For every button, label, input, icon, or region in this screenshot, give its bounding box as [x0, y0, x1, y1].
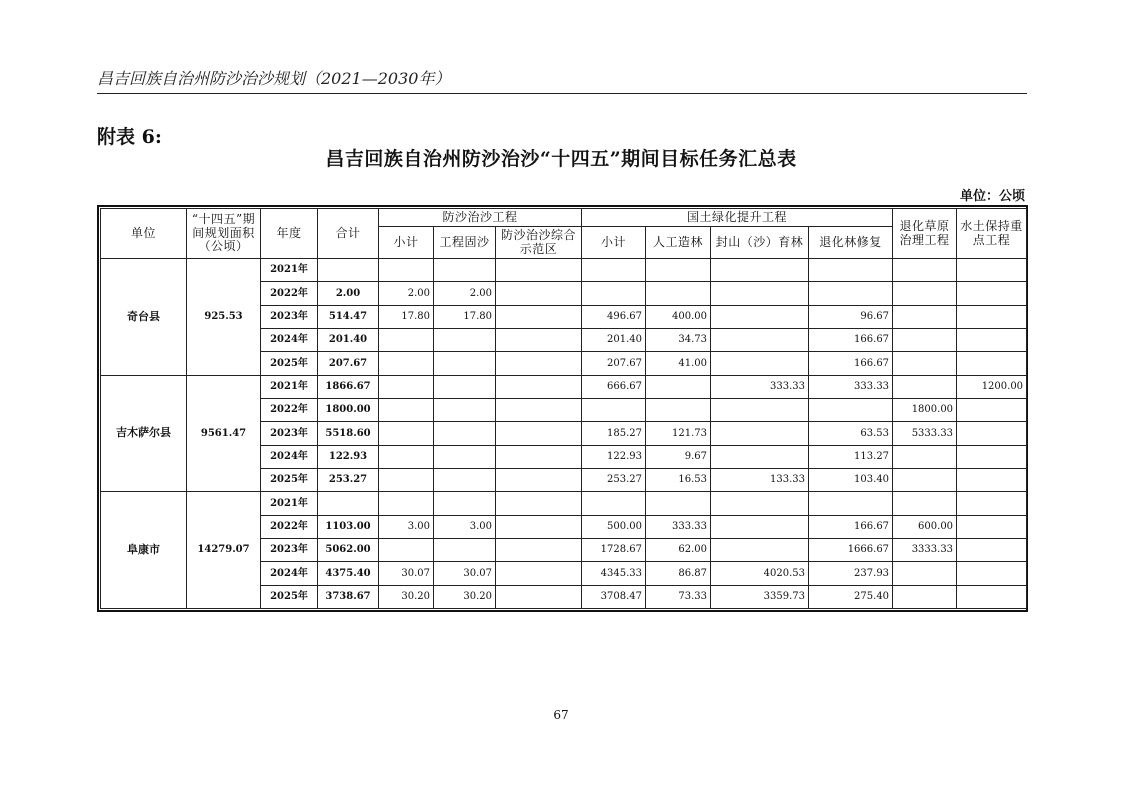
year-cell: 2023年	[261, 422, 318, 445]
sand-subtotal-cell	[379, 492, 434, 515]
green-closure-cell	[711, 282, 809, 305]
col-header-green-subtotal: 小计	[582, 227, 646, 259]
col-header-grassland: 退化草原治理工程	[893, 209, 957, 259]
green-closure-cell	[711, 328, 809, 351]
year-cell: 2022年	[261, 515, 318, 538]
sand-fixation-cell	[434, 259, 496, 282]
planned-area-cell: 925.53	[187, 259, 261, 376]
water-soil-cell	[957, 538, 1027, 561]
green-closure-cell: 133.33	[711, 468, 809, 491]
grassland-cell: 3333.33	[893, 538, 957, 561]
table-body	[101, 259, 1027, 609]
green-restore-cell: 63.53	[809, 422, 893, 445]
total-cell: 5062.00	[318, 538, 379, 561]
green-planting-cell	[646, 259, 711, 282]
unit-label: 单位：公顷	[959, 189, 1025, 204]
sand-demo-cell	[496, 468, 582, 491]
sand-fixation-cell: 3.00	[434, 515, 496, 538]
unit-name-cell: 奇台县	[101, 259, 187, 376]
green-subtotal-cell: 185.27	[582, 422, 646, 445]
green-subtotal-cell: 201.40	[582, 328, 646, 351]
sand-subtotal-cell: 30.07	[379, 562, 434, 585]
green-planting-cell: 73.33	[646, 585, 711, 608]
sand-demo-cell	[496, 328, 582, 351]
sand-demo-cell	[496, 305, 582, 328]
green-planting-cell: 62.00	[646, 538, 711, 561]
sand-fixation-cell	[434, 468, 496, 491]
green-subtotal-cell	[582, 492, 646, 515]
sand-fixation-cell: 2.00	[434, 282, 496, 305]
grassland-cell	[893, 259, 957, 282]
col-header-unit: 单位	[101, 209, 187, 259]
green-restore-cell	[809, 398, 893, 421]
grassland-cell	[893, 445, 957, 468]
grassland-cell	[893, 282, 957, 305]
summary-table	[100, 208, 1027, 609]
sand-fixation-cell	[434, 538, 496, 561]
green-subtotal-cell: 207.67	[582, 352, 646, 375]
green-restore-cell: 333.33	[809, 375, 893, 398]
green-subtotal-cell: 1728.67	[582, 538, 646, 561]
col-header-sand-subtotal: 小计	[379, 227, 434, 259]
green-planting-cell: 86.87	[646, 562, 711, 585]
green-planting-cell	[646, 375, 711, 398]
year-cell: 2021年	[261, 259, 318, 282]
water-soil-cell	[957, 562, 1027, 585]
sand-demo-cell	[496, 259, 582, 282]
green-planting-cell: 121.73	[646, 422, 711, 445]
green-subtotal-cell: 253.27	[582, 468, 646, 491]
water-soil-cell	[957, 445, 1027, 468]
green-closure-cell: 4020.53	[711, 562, 809, 585]
water-soil-cell	[957, 259, 1027, 282]
sand-fixation-cell	[434, 445, 496, 468]
green-restore-cell: 96.67	[809, 305, 893, 328]
planned-area-cell: 14279.07	[187, 492, 261, 609]
green-restore-cell	[809, 282, 893, 305]
water-soil-cell	[957, 468, 1027, 491]
unit-name-cell: 阜康市	[101, 492, 187, 609]
sand-fixation-cell: 30.07	[434, 562, 496, 585]
col-header-green-closure: 封山（沙）育林	[711, 227, 809, 259]
page-number: 67	[553, 708, 569, 722]
grassland-cell	[893, 562, 957, 585]
grassland-cell	[893, 468, 957, 491]
green-subtotal-cell: 500.00	[582, 515, 646, 538]
green-restore-cell: 166.67	[809, 515, 893, 538]
year-cell: 2022年	[261, 282, 318, 305]
sand-subtotal-cell	[379, 468, 434, 491]
total-cell: 2.00	[318, 282, 379, 305]
sand-subtotal-cell: 17.80	[379, 305, 434, 328]
water-soil-cell	[957, 515, 1027, 538]
sand-demo-cell	[496, 585, 582, 608]
total-cell: 1800.00	[318, 398, 379, 421]
water-soil-cell	[957, 422, 1027, 445]
table-frame	[97, 205, 1028, 612]
col-header-green-restore: 退化林修复	[809, 227, 893, 259]
green-restore-cell: 275.40	[809, 585, 893, 608]
sand-subtotal-cell	[379, 375, 434, 398]
year-cell: 2025年	[261, 468, 318, 491]
sand-fixation-cell	[434, 492, 496, 515]
green-closure-cell	[711, 352, 809, 375]
sand-subtotal-cell: 3.00	[379, 515, 434, 538]
total-cell: 122.93	[318, 445, 379, 468]
col-header-green-planting: 人工造林	[646, 227, 711, 259]
sand-fixation-cell	[434, 398, 496, 421]
sand-demo-cell	[496, 422, 582, 445]
col-header-year: 年度	[261, 209, 318, 259]
year-cell: 2024年	[261, 445, 318, 468]
total-cell: 514.47	[318, 305, 379, 328]
sand-demo-cell	[496, 515, 582, 538]
green-planting-cell: 41.00	[646, 352, 711, 375]
total-cell	[318, 492, 379, 515]
year-cell: 2024年	[261, 328, 318, 351]
col-header-planned-area: “十四五”期间规划面积（公顷）	[187, 209, 261, 259]
sand-fixation-cell	[434, 352, 496, 375]
year-cell: 2021年	[261, 492, 318, 515]
col-header-sand-fixation: 工程固沙	[434, 227, 496, 259]
green-restore-cell	[809, 492, 893, 515]
green-closure-cell	[711, 259, 809, 282]
green-closure-cell	[711, 398, 809, 421]
green-closure-cell	[711, 492, 809, 515]
year-cell: 2025年	[261, 352, 318, 375]
water-soil-cell	[957, 352, 1027, 375]
green-closure-cell: 3359.73	[711, 585, 809, 608]
planned-area-cell: 9561.47	[187, 375, 261, 492]
sand-subtotal-cell	[379, 328, 434, 351]
appendix-label: 附表 6:	[97, 126, 162, 148]
green-subtotal-cell	[582, 259, 646, 282]
water-soil-cell: 1200.00	[957, 375, 1027, 398]
green-planting-cell	[646, 492, 711, 515]
sand-fixation-cell	[434, 328, 496, 351]
sand-demo-cell	[496, 538, 582, 561]
total-cell	[318, 259, 379, 282]
sand-fixation-cell	[434, 375, 496, 398]
year-cell: 2021年	[261, 375, 318, 398]
year-cell: 2022年	[261, 398, 318, 421]
sand-demo-cell	[496, 352, 582, 375]
grassland-cell	[893, 352, 957, 375]
green-subtotal-cell: 122.93	[582, 445, 646, 468]
year-cell: 2025年	[261, 585, 318, 608]
green-closure-cell	[711, 305, 809, 328]
grassland-cell	[893, 328, 957, 351]
grassland-cell	[893, 305, 957, 328]
green-restore-cell: 166.67	[809, 328, 893, 351]
water-soil-cell	[957, 585, 1027, 608]
table-title: 昌吉回族自治州防沙治沙“十四五”期间目标任务汇总表	[325, 148, 797, 170]
sand-demo-cell	[496, 398, 582, 421]
sand-subtotal-cell	[379, 445, 434, 468]
green-subtotal-cell: 4345.33	[582, 562, 646, 585]
green-planting-cell: 34.73	[646, 328, 711, 351]
green-planting-cell	[646, 398, 711, 421]
green-restore-cell: 237.93	[809, 562, 893, 585]
col-header-total: 合计	[318, 209, 379, 259]
col-group-green: 国土绿化提升工程	[582, 209, 893, 227]
sand-demo-cell	[496, 492, 582, 515]
grassland-cell	[893, 585, 957, 608]
sand-demo-cell	[496, 445, 582, 468]
green-planting-cell: 333.33	[646, 515, 711, 538]
table-row	[101, 375, 1027, 398]
sand-subtotal-cell	[379, 398, 434, 421]
total-cell: 5518.60	[318, 422, 379, 445]
green-subtotal-cell: 3708.47	[582, 585, 646, 608]
sand-demo-cell	[496, 282, 582, 305]
sand-subtotal-cell	[379, 422, 434, 445]
year-cell: 2023年	[261, 305, 318, 328]
table-row	[101, 259, 1027, 282]
green-closure-cell	[711, 445, 809, 468]
sand-fixation-cell	[434, 422, 496, 445]
sand-subtotal-cell: 2.00	[379, 282, 434, 305]
grassland-cell: 1800.00	[893, 398, 957, 421]
green-planting-cell: 400.00	[646, 305, 711, 328]
green-planting-cell: 16.53	[646, 468, 711, 491]
green-planting-cell	[646, 282, 711, 305]
sand-fixation-cell: 30.20	[434, 585, 496, 608]
green-restore-cell: 113.27	[809, 445, 893, 468]
water-soil-cell	[957, 305, 1027, 328]
green-closure-cell	[711, 515, 809, 538]
grassland-cell: 600.00	[893, 515, 957, 538]
total-cell: 1103.00	[318, 515, 379, 538]
water-soil-cell	[957, 398, 1027, 421]
green-closure-cell	[711, 538, 809, 561]
green-subtotal-cell	[582, 282, 646, 305]
green-subtotal-cell	[582, 398, 646, 421]
water-soil-cell	[957, 328, 1027, 351]
green-planting-cell: 9.67	[646, 445, 711, 468]
sand-subtotal-cell: 30.20	[379, 585, 434, 608]
total-cell: 1866.67	[318, 375, 379, 398]
total-cell: 3738.67	[318, 585, 379, 608]
sand-demo-cell	[496, 375, 582, 398]
sand-subtotal-cell	[379, 259, 434, 282]
grassland-cell: 5333.33	[893, 422, 957, 445]
green-restore-cell: 103.40	[809, 468, 893, 491]
green-restore-cell: 166.67	[809, 352, 893, 375]
green-restore-cell: 1666.67	[809, 538, 893, 561]
grassland-cell	[893, 492, 957, 515]
col-group-sand: 防沙治沙工程	[379, 209, 582, 227]
year-cell: 2023年	[261, 538, 318, 561]
total-cell: 207.67	[318, 352, 379, 375]
col-header-water-soil: 水土保持重点工程	[957, 209, 1027, 259]
total-cell: 253.27	[318, 468, 379, 491]
unit-name-cell: 吉木萨尔县	[101, 375, 187, 492]
green-subtotal-cell: 496.67	[582, 305, 646, 328]
total-cell: 4375.40	[318, 562, 379, 585]
running-header: 昌吉回族自治州防沙治沙规划（2021—2030年）	[97, 69, 451, 88]
sand-demo-cell	[496, 562, 582, 585]
sand-fixation-cell: 17.80	[434, 305, 496, 328]
green-subtotal-cell: 666.67	[582, 375, 646, 398]
header-rule	[97, 93, 1027, 94]
sand-subtotal-cell	[379, 352, 434, 375]
year-cell: 2024年	[261, 562, 318, 585]
green-restore-cell	[809, 259, 893, 282]
green-closure-cell	[711, 422, 809, 445]
green-closure-cell: 333.33	[711, 375, 809, 398]
water-soil-cell	[957, 282, 1027, 305]
col-header-sand-demo: 防沙治沙综合示范区	[496, 227, 582, 259]
table-row	[101, 492, 1027, 515]
total-cell: 201.40	[318, 328, 379, 351]
water-soil-cell	[957, 492, 1027, 515]
sand-subtotal-cell	[379, 538, 434, 561]
grassland-cell	[893, 375, 957, 398]
